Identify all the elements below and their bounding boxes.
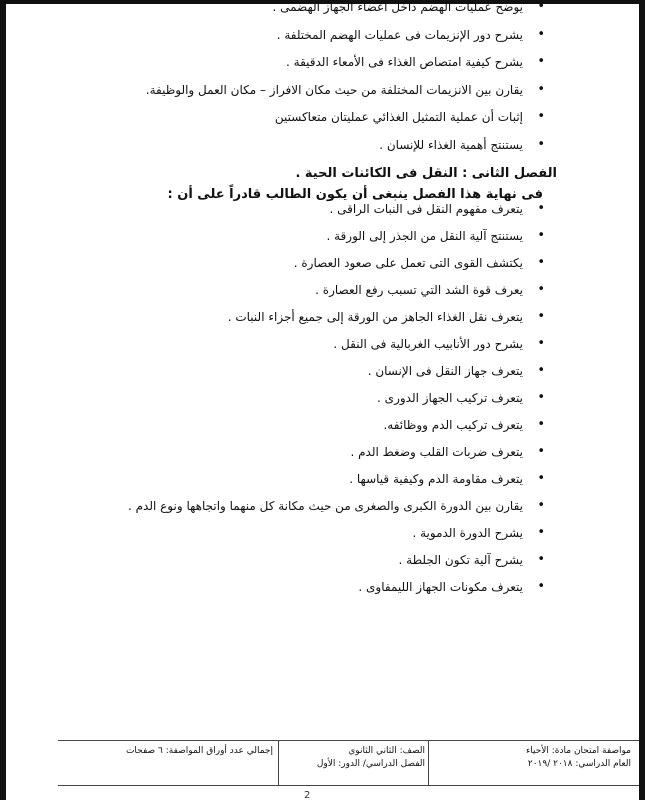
bullet-icon: • (537, 362, 545, 378)
list-item (48, 310, 545, 324)
footer-pages-cell (123, 745, 273, 758)
list-item-text: يشرح دور الإنزيمات فى عمليات الهضم المختلفة . (276, 27, 523, 42)
list-item-text: يوضح عمليات الهضم داخل أعضاء الجهاز الهضمى . (272, 0, 523, 14)
list-item (48, 55, 545, 69)
bullet-icon: • (537, 551, 545, 567)
list-item-text: يقارن بين الانزيمات المختلفة من حيث مكان الافراز – مكان العمل والوظيفة. (145, 82, 523, 97)
bullet-icon: • (537, 524, 545, 540)
list-item (48, 0, 545, 14)
bullet-icon: • (537, 200, 545, 216)
list-item-text: يقارن بين الدورة الكبرى والصغرى من حيث مكانة كل منهما واتجاهها ونوع الدم . (127, 498, 523, 513)
list-item-text: يتعرف مقاومة الدم وكيفية قياسها . (349, 471, 523, 486)
bullet-icon: • (537, 254, 545, 270)
list-item-text: إثبات أن عملية التمثيل الغذائي عمليتان متعاكستين (274, 110, 523, 124)
footer-total-pages: إجمالي عدد أوراق المواصفة: ٦ صفحات (125, 746, 273, 756)
list-item (48, 202, 545, 216)
chapter-intro: فى نهاية هذا الفصل ينبغى أن يكون الطالب قادراً على أن : (167, 186, 543, 202)
list-item-text: يتعرف ضربات القلب وضغط الدم . (350, 444, 523, 459)
document-page (48, 0, 557, 607)
list-item (48, 364, 545, 378)
list-item (48, 337, 545, 351)
list-item-text: يشرح دور الأنابيب الغربالية فى النقل . (333, 336, 523, 351)
list-item-text: يتعرف مكونات الجهاز الليمفاوى . (358, 579, 523, 594)
list-item-text: يكتشف القوى التى تعمل على صعود العصارة . (293, 255, 523, 270)
bullet-icon: • (537, 470, 545, 486)
list-item (48, 83, 545, 97)
footer-grade: الصف: الثاني الثانوي (348, 746, 425, 756)
footer-academic-year: العام الدراسي: ٢٠١٨ /٢٠١٩ (527, 759, 631, 769)
bullet-icon: • (537, 81, 545, 97)
objectives-list-1 (48, 0, 545, 152)
bullet-icon: • (537, 389, 545, 405)
bullet-icon: • (537, 0, 545, 14)
list-item (48, 391, 545, 405)
footer-subject: مواصفة امتحان مادة: الأحياء (526, 746, 631, 756)
list-item (48, 138, 545, 152)
list-item (48, 418, 545, 432)
list-item (48, 526, 545, 540)
list-item-text: يتعرف مفهوم النقل فى النبات الراقى . (329, 201, 523, 216)
list-item (48, 472, 545, 486)
list-item (48, 28, 545, 42)
bullet-icon: • (537, 26, 545, 42)
list-item-text: يشرح الدورة الدموية . (412, 525, 523, 540)
chapter-title: الفصل الثانى : النقل فى الكائنات الحية . (295, 165, 557, 181)
bullet-icon: • (537, 281, 545, 297)
bullet-icon: • (537, 416, 545, 432)
list-item (48, 580, 545, 594)
bullet-icon: • (537, 578, 545, 594)
bullet-icon: • (537, 443, 545, 459)
bullet-icon: • (537, 136, 545, 152)
list-item-text: يتعرف تركيب الجهاز الدورى . (377, 390, 523, 405)
page-number: 2 (304, 790, 311, 801)
bullet-icon: • (537, 335, 545, 351)
list-item (48, 499, 545, 513)
list-item (48, 445, 545, 459)
list-item-text: يستنتج أهمية الغذاء للإنسان . (379, 137, 523, 152)
list-item (48, 256, 545, 270)
list-item-text: يتعرف جهاز النقل فى الإنسان . (367, 363, 523, 378)
list-item (48, 283, 545, 297)
bullet-icon: • (537, 308, 545, 324)
footer-spec-cell (491, 745, 631, 771)
list-item (48, 110, 545, 124)
bullet-icon: • (537, 109, 545, 124)
list-item-text: يشرح كيفية امتصاص الغذاء فى الأمعاء الدقيقة . (286, 55, 523, 69)
list-item-text: يشرح آلية تكون الجلطة . (398, 552, 523, 567)
list-item-text: يستنتج آلية النقل من الجذر إلى الورقة . (326, 228, 523, 243)
bullet-icon: • (537, 227, 545, 243)
footer-divider (278, 741, 279, 785)
list-item-text: يتعرف تركيب الدم ووظائفه. (383, 417, 523, 432)
footer-divider (428, 741, 429, 785)
bullet-icon: • (537, 54, 545, 69)
bullet-icon: • (537, 497, 545, 513)
footer-term: الفصل الدراسي/ الدور: الأول (316, 759, 425, 769)
footer-grade-cell (285, 745, 425, 771)
document-footer (58, 740, 639, 786)
objectives-list-2 (48, 202, 545, 594)
list-item (48, 553, 545, 567)
list-item-text: يعرف قوة الشد التي تسبب رفع العصارة . (315, 282, 523, 297)
list-item-text: يتعرف نقل الغذاء الجاهز من الورقة إلى جميع أجزاء النبات . (227, 309, 523, 324)
list-item (48, 229, 545, 243)
